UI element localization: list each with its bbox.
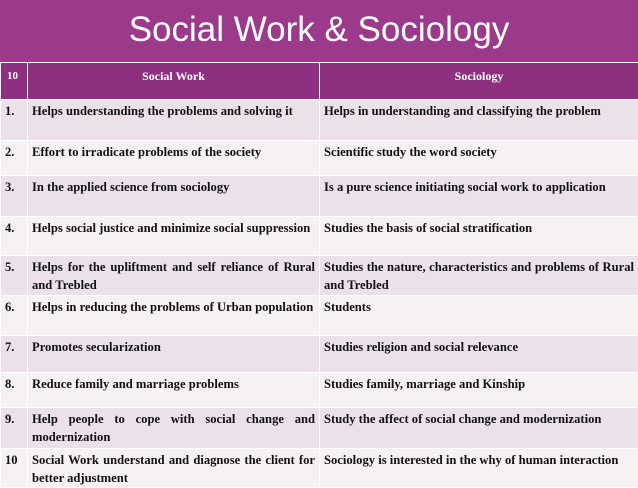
sociology-cell: Study the affect of social change and modernization [320, 408, 638, 449]
social-work-cell: Helps understanding the problems and solving it [28, 100, 320, 141]
sociology-cell: Scientific study the word society [320, 141, 638, 176]
sociology-cell: Studies the nature, characteristics and problems of Rural and Trebled [320, 256, 638, 296]
row-number: 2. [1, 141, 28, 176]
social-work-cell: Helps for the upliftment and self reliance of Rural and Trebled [28, 256, 320, 296]
comparison-table [0, 62, 638, 488]
table-row [1, 336, 638, 373]
page-title: Social Work & Sociology [0, 8, 638, 52]
table-row [1, 449, 638, 488]
table-row [1, 373, 638, 408]
table-row [1, 217, 638, 256]
table-row [1, 141, 638, 176]
table-row [1, 408, 638, 449]
sociology-cell: Studies the basis of social stratification [320, 217, 638, 256]
table-row [1, 256, 638, 296]
header-number: 10 [1, 63, 28, 100]
social-work-cell: In the applied science from sociology [28, 176, 320, 217]
sociology-cell: Is a pure science initiating social work to application [320, 176, 638, 217]
social-work-cell: Help people to cope with social change and modernization [28, 408, 320, 449]
table-row [1, 176, 638, 217]
row-number: 1. [1, 100, 28, 141]
social-work-cell: Reduce family and marriage problems [28, 373, 320, 408]
header-social-work: Social Work [28, 63, 320, 100]
row-number: 7. [1, 336, 28, 373]
table-row [1, 100, 638, 141]
row-number: 9. [1, 408, 28, 449]
social-work-cell: Helps in reducing the problems of Urban population [28, 296, 320, 336]
sociology-cell: Studies religion and social relevance [320, 336, 638, 373]
sociology-cell: Sociology is interested in the why of human interaction [320, 449, 638, 488]
sociology-cell: Helps in understanding and classifying the problem [320, 100, 638, 141]
social-work-cell: Promotes secularization [28, 336, 320, 373]
social-work-cell: Effort to irradicate problems of the society [28, 141, 320, 176]
row-number: 6. [1, 296, 28, 336]
social-work-cell: Social Work understand and diagnose the client for better adjustment [28, 449, 320, 488]
row-number: 4. [1, 217, 28, 256]
row-number: 3. [1, 176, 28, 217]
row-number: 8. [1, 373, 28, 408]
row-number: 5. [1, 256, 28, 296]
table-header-row [1, 63, 638, 100]
social-work-cell: Helps social justice and minimize social suppression [28, 217, 320, 256]
table-row [1, 296, 638, 336]
sociology-cell: Students [320, 296, 638, 336]
row-number: 10 [1, 449, 28, 488]
sociology-cell: Studies family, marriage and Kinship [320, 373, 638, 408]
header-sociology: Sociology [320, 63, 638, 100]
